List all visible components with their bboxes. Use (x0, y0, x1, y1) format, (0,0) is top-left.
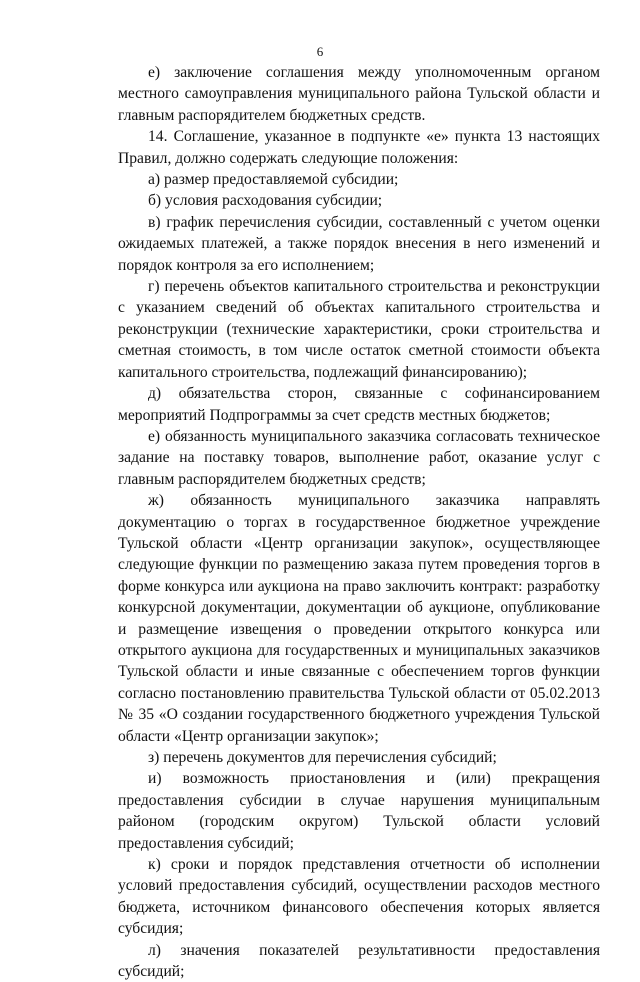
paragraph-item-z: з) перечень документов для перечисления субсидий; (148, 749, 497, 766)
paragraph-item-e: е) обязанность муниципального заказчика согласовать техническое задание на поставку товаров, выполнение работ, оказание услуг с главным распорядителем бюджетных средств; (118, 427, 600, 488)
page-number: 6 (316, 44, 324, 59)
paragraph-item-b: б) условия расходования субсидии; (148, 192, 383, 210)
paragraph-item-i: и) возможность приостановления и (или) прекращения предоставления субсидии в случае нарушения муниципальным районом (городским округом) Тульской области условий предоставления субсидий; (118, 770, 600, 852)
paragraph-item-a: а) размер предоставляемой субсидии; (148, 171, 399, 189)
document-body (118, 62, 600, 982)
paragraph-item-zh: ж) обязанность муниципального заказчика направлять документацию о торгах в государственное бюджетное учреждение Тульской области «Центр организации закупок», осуществляющее следующие функции по размещению заказа путем проведения торгов в форме конкурса или аукциона на право заключить контракт: разработку конкурсной документации, документации об аукционе, опубликование и размещение извещения о проведении открытого конкурса или открытого аукциона для государственных и муниципальных заказчиков Тульской области и иные связанные с обеспечением торгов функции согласно постановлению правительства Тульской области от 05.02.2013 № 35 «О создании государственного бюджетного учреждения Тульской области «Центр организации закупок»; (118, 492, 600, 745)
paragraph-item-v: в) график перечисления субсидии, составленный с учетом оценки ожидаемых платежей, а также порядок внесения в него изменений и порядок контроля за его исполнением; (118, 213, 600, 274)
paragraph-item-e-agreement: е) заключение соглашения между уполномоченным органом местного самоуправления муниципального района Тульской области и главным распорядителем бюджетных средств. (118, 64, 600, 124)
paragraph-item-l: л) значения показателей результативности предоставления субсидий; (118, 941, 600, 981)
paragraph-clause-14: 14. Соглашение, указанное в подпункте «е» пункта 13 настоящих Правил, должно содержать следующие положения: (118, 128, 600, 167)
paragraph-item-g: г) перечень объектов капитального строительства и реконструкции с указанием сведений об объектах капитального строительства и реконструкции (технические характеристики, сроки строительства и сметная стоимость, в том числе остаток сметной стоимости объекта капитального строительства, подлежащий финансированию); (118, 278, 600, 381)
paragraph-item-k: к) сроки и порядок представления отчетности об исполнении условий предоставления субсидий, осуществлении расходов местного бюджета, источником финансового обеспечения которых является субсидия; (118, 856, 600, 938)
paragraph-item-d: д) обязательства сторон, связанные с софинансированием мероприятий Подпрограммы за счет средств местных бюджетов; (118, 385, 600, 424)
